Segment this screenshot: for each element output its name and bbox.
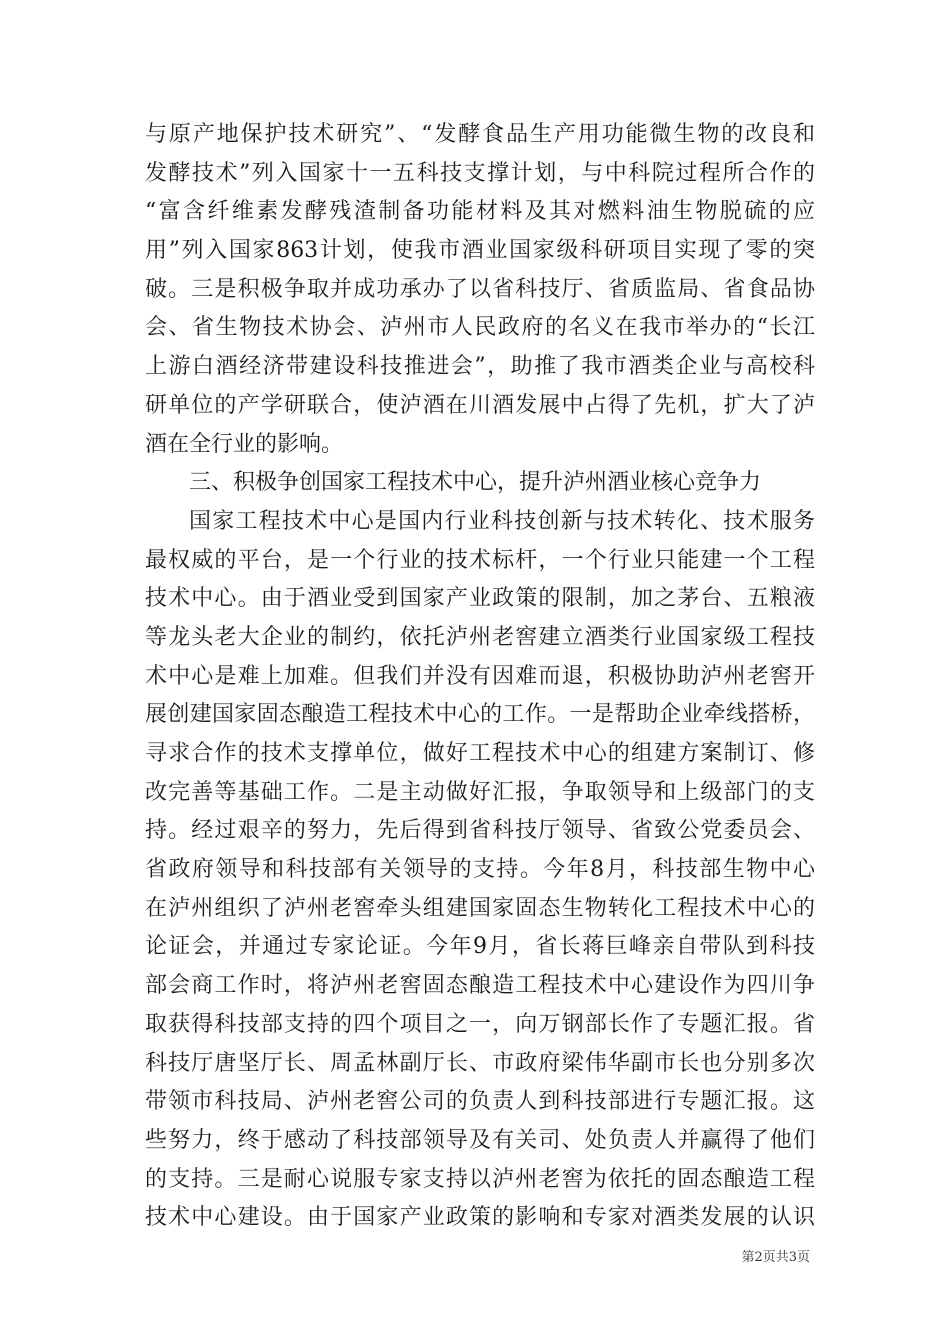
text-line: 改完善等基础工作。二是主动做好汇报，争取领导和上级部门的支 [145,779,815,805]
text-line: 展创建国家固态酿造工程技术中心的工作。一是帮助企业牵线搭桥， [145,702,815,728]
text-line: 科技厅唐坚厅长、周孟林副厅长、市政府梁伟华副市长也分别多次 [145,1050,815,1076]
text-line: 持。经过艰辛的努力，先后得到省科技厅领导、省致公党委员会、 [145,818,815,844]
text-line: 等龙头老大企业的制约，依托泸州老窖建立酒类行业国家级工程技 [145,624,815,650]
text-line: 与原产地保护技术研究”、“发酵食品生产用功能微生物的改良和 [145,122,815,147]
text-line: “富含纤维素发酵残渣制备功能材料及其对燃料油生物脱硫的应 [145,199,815,225]
text-line: 带领市科技局、泸州老窖公司的负责人到科技部进行专题汇报。这 [145,1089,815,1115]
text-line: 取获得科技部支持的四个项目之一，向万钢部长作了专题汇报。省 [145,1011,815,1037]
text-line: 的支持。三是耐心说服专家支持以泸州老窖为依托的固态酿造工程 [145,1166,815,1192]
text-line: 酒在全行业的影响。 [145,431,344,457]
text-line: 破。三是积极争取并成功承办了以省科技厅、省质监局、省食品协 [145,276,815,302]
text-line: 国家工程技术中心是国内行业科技创新与技术转化、技术服务 [189,508,815,534]
text-line: 在泸州组织了泸州老窖牵头组建国家固态生物转化工程技术中心的 [145,895,815,921]
text-line: 研单位的产学研联合，使泸酒在川酒发展中占得了先机，扩大了泸 [145,392,815,418]
section-heading: 三、积极争创国家工程技术中心，提升泸州酒业核心竞争力 [189,470,762,496]
text-line: 用”列入国家863计划，使我市酒业国家级科研项目实现了零的突 [145,238,815,264]
text-line: 些努力，终于感动了科技部领导及有关司、处负责人并赢得了他们 [145,1127,815,1153]
text-line: 寻求合作的技术支撑单位，做好工程技术中心的组建方案制订、修 [145,741,815,766]
text-line: 部会商工作时，将泸州老窖固态酿造工程技术中心建设作为四川争 [145,973,815,999]
text-line: 最权威的平台，是一个行业的技术标杆，一个行业只能建一个工程 [145,547,815,573]
text-line: 发酵技术”列入国家十一五科技支撑计划，与中科院过程所合作的 [145,160,815,186]
text-line: 省政府领导和科技部有关领导的支持。今年8月，科技部生物中心 [145,857,815,883]
text-line: 技术中心建设。由于国家产业政策的影响和专家对酒类发展的认识 [145,1205,815,1231]
document-body [145,116,815,1238]
text-line: 会、省生物技术协会、泸州市人民政府的名义在我市举办的“长江 [145,315,815,341]
text-line: 技术中心。由于酒业受到国家产业政策的限制，加之茅台、五粮液 [145,586,815,612]
text-line: 术中心是难上加难。但我们并没有因难而退，积极协助泸州老窖开 [145,663,815,689]
page-number-footer: 第2页共3页 [741,1250,810,1265]
text-line: 论证会，并通过专家论证。今年9月，省长蒋巨峰亲自带队到科技 [145,934,815,960]
text-line: 上游白酒经济带建设科技推进会”，助推了我市酒类企业与高校科 [145,354,815,380]
